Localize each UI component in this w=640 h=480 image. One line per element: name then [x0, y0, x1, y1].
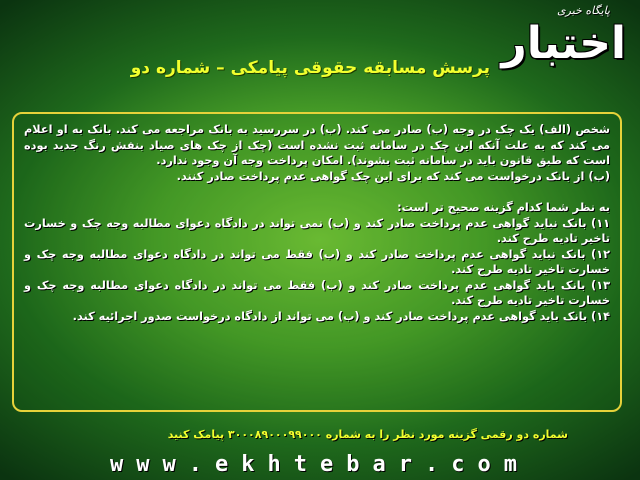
answer-option-13: ۱۳) بانک باید گواهی عدم پرداخت صادر کند و (ب) فقط می تواند در دادگاه دعوای مطالبه وجه چک و خسارت تاخیر تادیه طرح کند. [24, 278, 610, 307]
sms-instruction: شماره دو رقمی گزینه مورد نظر را به شماره ۳۰۰۰۸۹۰۰۰۹۹۰۰۰ پیامک کنید [167, 428, 568, 441]
answer-option-14: ۱۴) بانک باید گواهی عدم پرداخت صادر کند و (ب) می تواند از دادگاه درخواست صدور اجرائیه کند. [72, 309, 610, 323]
question-paragraph: (ب) از بانک درخواست می کند که برای این چک گواهی عدم پرداخت صادر کنند. [176, 169, 610, 183]
logo-subtitle: پایگاه خبری [557, 4, 610, 17]
website-url[interactable]: www.ekhtebar.com [110, 452, 530, 477]
question-paragraph: شخص (الف) یک چک در وجه (ب) صادر می کند. (ب) در سررسید به بانک مراجعه می کند. بانک به او اعلام می کند که به علت آنکه این چک در سامانه ثبت نشده است (چک از چک های صیاد بنفش رنگ جدید بوده است که طبق قانون باید در سامانه ثبت بشوند). امکان پرداخت وجه آن وجود ندارد. [24, 123, 610, 167]
question-prompt: به نظر شما کدام گزینه صحیح تر است: [397, 201, 610, 214]
logo-wordmark: اختبار [501, 18, 626, 69]
question-box [12, 112, 622, 412]
site-logo [501, 4, 630, 80]
answer-option-11: ۱۱) بانک نباید گواهی عدم پرداخت صادر کند و (ب) نمی تواند در دادگاه دعوای مطالبه وجه چک و خسارت تاخیر تادیه طرح کند. [24, 216, 610, 245]
page-title: پرسش مسابقه حقوقی پیامکی – شماره دو [130, 58, 490, 78]
answer-option-12: ۱۲) بانک نباید گواهی عدم پرداخت صادر کند و (ب) فقط می تواند در دادگاه دعوای مطالبه وجه چک و خسارت تاخیر تادیه طرح کند. [24, 247, 610, 276]
